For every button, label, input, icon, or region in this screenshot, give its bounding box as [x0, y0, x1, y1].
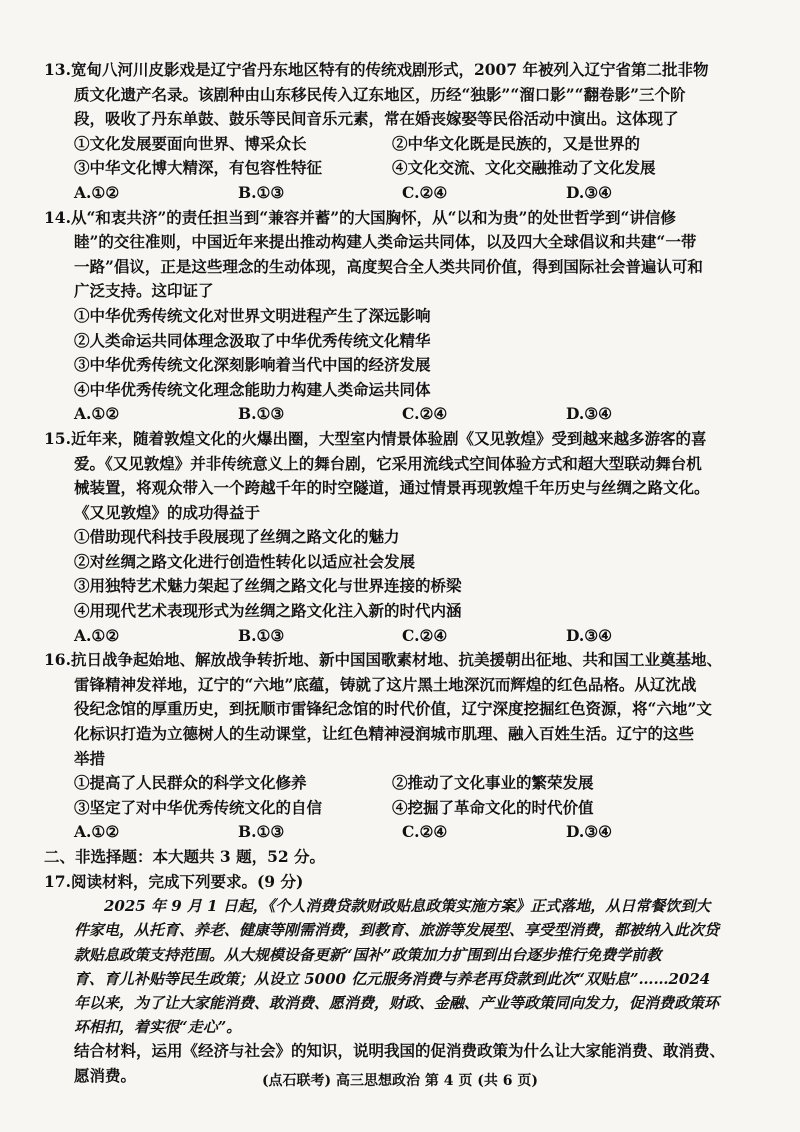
q16-stem-line-4: 化标识打造为立德树人的生动课堂，让红色精神浸润城市肌理、融入百姓生活。辽宁的这些 [74, 724, 695, 744]
q13-choice-c: C.②④ [402, 182, 448, 202]
q16-choice-a: A.①② [74, 822, 120, 842]
q13-options-row-2 [44, 156, 770, 181]
q15-stem-line-1: 15.近年来，随着敦煌文化的火爆出圈，大型室内情景体验剧《又见敦煌》受到越来越多游客的喜 [44, 428, 707, 448]
q13-option-2: ②中华文化既是民族的，又是世界的 [392, 133, 641, 153]
page-footer: (点石联考) 高三思想政治 第 4 页 (共 6 页) [261, 1073, 539, 1089]
q15-stem-line-4: 《又见敦煌》的成功得益于 [74, 502, 261, 522]
q16-stem-line-3: 役纪念馆的厚重历史，到抚顺市雷锋纪念馆的时代价值，辽宁深度挖掘红色资源，将“六地”文 [74, 699, 712, 719]
q15-choice-c: C.②④ [402, 625, 448, 645]
question-15 [44, 427, 770, 648]
q16-option-1: ①提高了人民群众的科学文化修养 [74, 773, 307, 793]
q14-choices [44, 402, 770, 427]
q15-option-2: ②对丝绸之路文化进行创造性转化以适应社会发展 [74, 551, 416, 571]
q14-option-3: ③中华优秀传统文化深刻影响着当代中国的经济发展 [74, 355, 431, 375]
q15-option-1: ①借助现代科技手段展现了丝绸之路文化的魅力 [74, 527, 400, 547]
q14-choice-c: C.②④ [402, 404, 448, 424]
q17-material-line-6: 环相扣，着实很“走心”。 [74, 1018, 242, 1037]
q16-choices [44, 820, 770, 845]
q15-stem-line-2: 爱。《又见敦煌》并非传统意义上的舞台剧，它采用流线式空间体验方式和超大型联动舞台机 [74, 453, 702, 473]
q17-material-line-3: 款贴息政策支持范围。从大规模设备更新“国补”政策加力扩围到出台逐步推行免费学前教 [74, 945, 662, 964]
q14-option-4: ④中华优秀传统文化理念能助力构建人类命运共同体 [74, 379, 431, 399]
q16-option-2: ②推动了文化事业的繁荣发展 [392, 773, 594, 793]
q14-choice-a: A.①② [74, 404, 120, 424]
q16-options-row-2 [44, 796, 770, 821]
q17-material-line-2: 件家电，从托育、养老、健康等刚需消费，到教育、旅游等发展型、享受型消费，都被纳入此次贷 [74, 921, 720, 940]
q13-stem-line-1: 13.宽甸八河川皮影戏是辽宁省丹东地区特有的传统戏剧形式，2007 年被列入辽宁省第二批非物 [44, 60, 709, 79]
q16-choice-b: B.①③ [238, 822, 285, 842]
q13-options-row-1 [44, 132, 770, 157]
q17-material-line-5: 年以来，为了让大家能消费、敢消费、愿消费，财政、金融、产业等政策同向发力，促消费政策环 [74, 994, 720, 1012]
q15-choice-a: A.①② [74, 625, 120, 645]
q15-stem-line-3: 械装置，将观众带入一个跨越千年的时空隧道，通过情景再现敦煌千年历史与丝绸之路文化。 [74, 478, 710, 498]
q13-choice-a: A.①② [74, 182, 120, 202]
q16-stem-line-5: 举措 [74, 748, 106, 768]
q13-stem-line-3: 段，吸收了丹东单鼓、鼓乐等民间音乐元素，常在婚丧嫁娶等民俗活动中演出。这体现了 [74, 109, 679, 129]
question-16 [44, 648, 770, 845]
q17-material-line-1: 2025 年 9 月 1 日起，《个人消费贷款财政贴息政策实施方案》正式落地，从日常餐饮到大 [104, 897, 711, 916]
q14-option-1: ①中华优秀传统文化对世界文明进程产生了深远影响 [74, 305, 431, 325]
q13-option-4: ④文化交流、文化交融推动了文化发展 [392, 158, 656, 178]
q14-choice-d: D.③④ [566, 404, 613, 424]
q16-options-row-1 [44, 771, 770, 796]
q16-option-3: ③坚定了对中华优秀传统文化的自信 [74, 797, 323, 817]
q15-choice-d: D.③④ [566, 625, 613, 645]
q16-choice-c: C.②④ [402, 822, 448, 842]
q17-material-line-4: 育、育儿补贴等民生政策；从设立 5000 亿元服务消费与养老再贷款到此次“双贴息”……2024 [74, 969, 711, 988]
q13-option-3: ③中华文化博大精深，有包容性特征 [74, 158, 323, 178]
section-2-heading: 二、非选择题：本大题共 3 题，52 分。 [44, 847, 326, 866]
q15-choice-b: B.①③ [238, 625, 285, 645]
q15-choices [44, 624, 770, 649]
q15-option-3: ③用独特艺术魅力架起了丝绸之路文化与世界连接的桥梁 [74, 576, 462, 596]
q16-option-4: ④挖掘了革命文化的时代价值 [392, 797, 594, 817]
q13-choice-d: D.③④ [566, 182, 613, 202]
q13-stem-line-2: 质文化遗产名录。该剧种由山东移民传入辽东地区，历经“独影”“溜口影”“翻卷影”三个阶 [74, 84, 686, 104]
q14-stem-line-3: 一路”倡议，正是这些理念的生动体现，高度契合全人类共同价值，得到国际社会普遍认可和 [74, 256, 703, 276]
question-17 [44, 870, 770, 1089]
q16-choice-d: D.③④ [566, 822, 613, 842]
q16-stem-line-1: 16.抗日战争起始地、解放战争转折地、新中国国歌素材地、抗美援朝出征地、共和国工业奠基地、 [44, 650, 722, 670]
q14-stem-line-4: 广泛支持。这印证了 [74, 281, 214, 301]
q13-choices [44, 181, 770, 206]
q13-option-1: ①文化发展要面向世界、博采众长 [74, 133, 307, 153]
page-content [44, 58, 770, 1089]
question-13 [44, 58, 770, 206]
q16-stem-line-2: 雷锋精神发祥地，辽宁的“六地”底蕴，铸就了这片黑土地深沉而辉煌的红色品格。从辽沈战 [74, 674, 697, 694]
q14-choice-b: B.①③ [238, 404, 285, 424]
question-14 [44, 206, 770, 427]
q17-question-line-2: 愿消费。 [74, 1066, 137, 1085]
q17-question-line-1: 结合材料，运用《经济与社会》的知识，说明我国的促消费政策为什么让大家能消费、敢消费、 [74, 1041, 726, 1061]
q15-option-4: ④用现代艺术表现形式为丝绸之路文化注入新的时代内涵 [74, 601, 462, 621]
q13-choice-b: B.①③ [238, 182, 285, 202]
q14-option-2: ②人类命运共同体理念汲取了中华优秀传统文化精华 [74, 330, 431, 350]
q17-heading: 17.阅读材料，完成下列要求。(9 分) [44, 871, 304, 891]
q14-stem-line-2: 睦”的交往准则，中国近年来提出推动构建人类命运共同体，以及四大全球倡议和共建“一带 [74, 232, 697, 252]
q14-stem-line-1: 14.从“和衷共济”的责任担当到“兼容并蓄”的大国胸怀，从“以和为贵”的处世哲学到“讲信修 [44, 207, 676, 227]
